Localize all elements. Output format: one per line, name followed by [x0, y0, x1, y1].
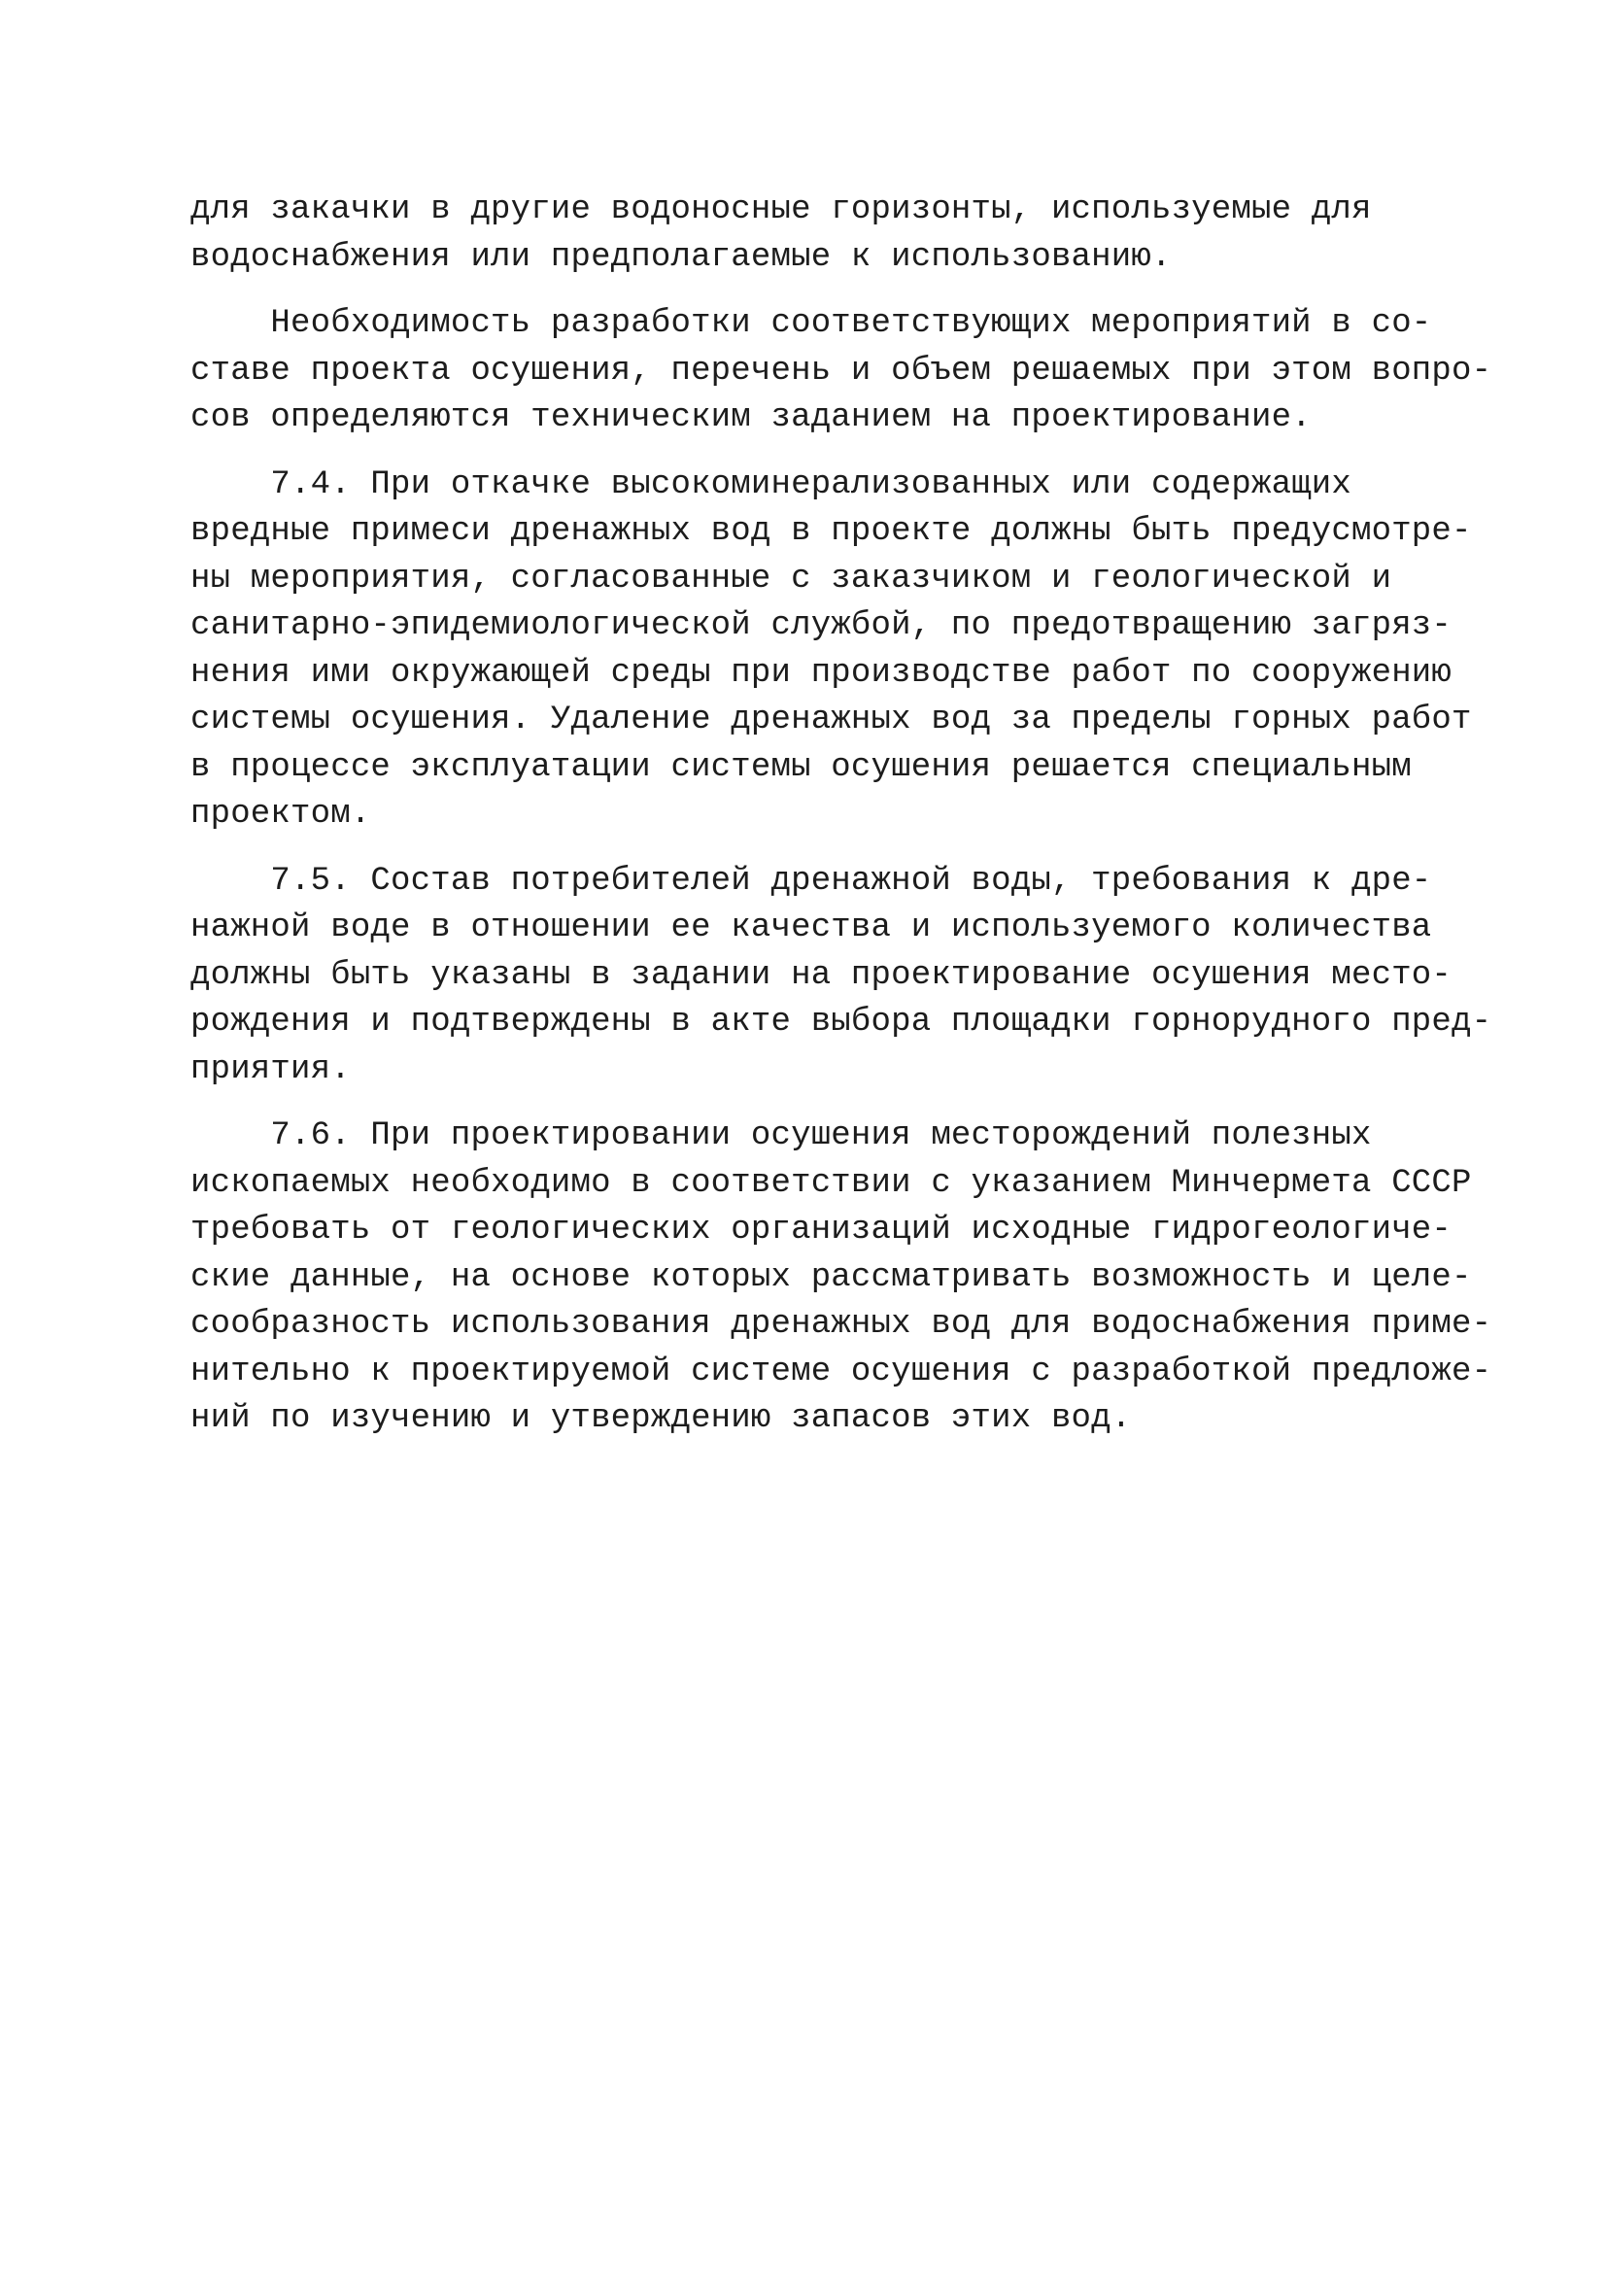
paragraph-7-5 — [190, 858, 1492, 1094]
text-line: нительно к проектируемой системе осушения с разработкой предложе- — [190, 1353, 1492, 1390]
text-line: в процессе эксплуатации системы осушения решается специальным — [190, 748, 1412, 786]
paragraph — [190, 187, 1463, 281]
paragraph — [190, 300, 1492, 442]
text-line: ископаемых необходимо в соответствии с указанием Минчермета СССР — [190, 1164, 1472, 1202]
text-line: должны быть указаны в задании на проектирование осушения место- — [190, 956, 1452, 994]
text-line: водоснабжения или предполагаемые к использованию. — [190, 238, 1172, 276]
text-line: системы осушения. Удаление дренажных вод за пределы горных работ — [190, 702, 1472, 738]
text-line: сов определяются техническим заданием на проектирование. — [190, 399, 1312, 436]
text-line: вредные примеси дренажных вод в проекте должны быть предусмотре- — [190, 513, 1472, 550]
text-line: рождения и подтверждены в акте выбора площадки горнорудного пред- — [190, 1004, 1492, 1041]
document-body — [190, 187, 1492, 1443]
text-line: ны мероприятия, согласованные с заказчиком и геологической и — [190, 560, 1392, 598]
text-line: 7.4. При откачке высокоминерализованных или содержащих — [190, 465, 1351, 503]
text-line: 7.5. Состав потребителей дренажной воды, требования к дре- — [190, 862, 1432, 900]
text-line: сообразность использования дренажных вод для водоснабжения приме- — [190, 1306, 1492, 1343]
text-line: ские данные, на основе которых рассматривать возможность и целе- — [190, 1258, 1472, 1296]
text-line: ставе проекта осушения, перечень и объем решаемых при этом вопро- — [190, 352, 1492, 390]
text-line: приятия. — [190, 1050, 351, 1088]
paragraph-7-6 — [190, 1113, 1492, 1443]
text-line: Необходимость разработки соответствующих мероприятий в со- — [190, 305, 1432, 342]
paragraph-7-4 — [190, 462, 1472, 839]
text-line: проектом. — [190, 796, 371, 833]
text-line: ний по изучению и утверждению запасов этих вод. — [190, 1400, 1132, 1437]
text-line: нажной воде в отношении ее качества и используемого количества — [190, 909, 1432, 946]
text-line: 7.6. При проектировании осушения месторождений полезных — [190, 1117, 1372, 1154]
text-line: требовать от геологических организаций исходные гидрогеологиче- — [190, 1212, 1452, 1249]
text-line: для закачки в другие водоносные горизонты, используемые для — [190, 191, 1372, 228]
text-line: нения ими окружающей среды при производстве работ по сооружению — [190, 654, 1452, 692]
text-line: санитарно-эпидемиологической службой, по предотвращению загряз- — [190, 607, 1452, 644]
